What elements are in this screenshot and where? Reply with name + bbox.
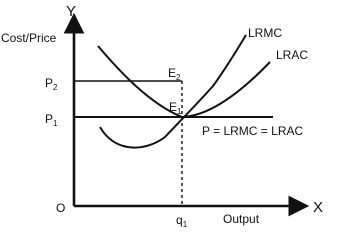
origin-label: O — [56, 201, 66, 215]
y-axis-letter: Y — [66, 3, 77, 20]
q1-label: $q_1$ — [176, 213, 188, 229]
lrmc-label: LRMC — [248, 26, 283, 40]
y-axis-title: Cost/Price — [1, 31, 57, 45]
p1-label: $P_1$ — [45, 112, 58, 128]
p2-label: $P_2$ — [45, 76, 58, 92]
e1-label: $E_1$ — [169, 100, 182, 116]
x-axis-letter: X — [313, 199, 324, 216]
lrac-label: LRAC — [276, 48, 309, 62]
price-equality-label: P = LRMC = LRAC — [202, 124, 304, 138]
e2-label: $E_2$ — [168, 66, 181, 82]
x-axis-title: Output — [223, 212, 260, 226]
